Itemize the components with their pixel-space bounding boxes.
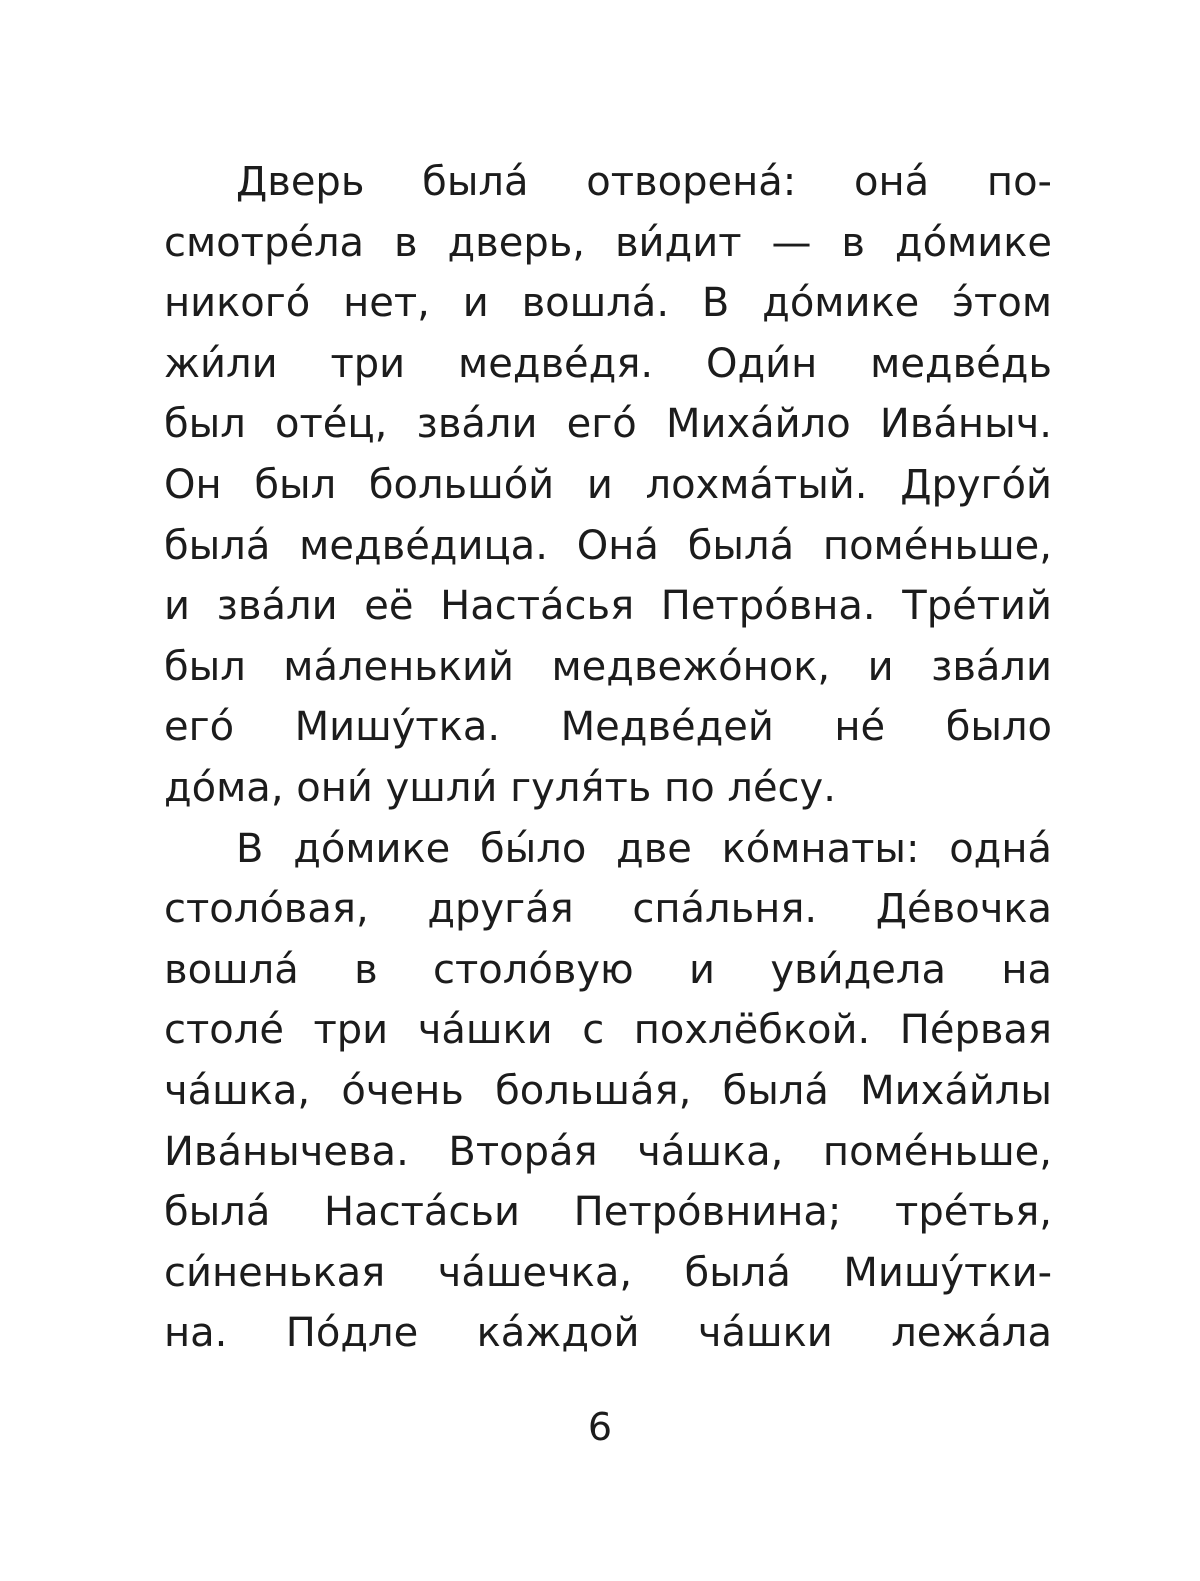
text-line: смотре́ла в дверь, ви́дит — в до́мике <box>164 219 1052 266</box>
text-line: си́ненькая ча́шечка, была́ Мишу́тки- <box>164 1249 1052 1296</box>
text-line: был ма́ленький медвежо́нок, и зва́ли <box>164 643 1052 690</box>
text-line: до́ма, они́ ушли́ гуля́ть по ле́су. <box>164 764 836 811</box>
page-number: 6 <box>587 1405 613 1449</box>
text-line: ча́шка, о́чень больша́я, была́ Миха́йлы <box>164 1067 1052 1114</box>
text-line: вошла́ в столо́вую и уви́дела на <box>164 946 1052 993</box>
body-text <box>164 152 1052 1364</box>
text-line: его́ Мишу́тка. Медве́дей не́ было <box>164 704 1052 751</box>
text-line: никого́ нет, и вошла́. В до́мике э́том <box>164 280 1052 327</box>
text-line: была́ медве́дица. Она́ была́ поме́ньше, <box>164 522 1052 569</box>
text-line: и зва́ли её Наста́сья Петро́вна. Тре́тий <box>164 583 1052 630</box>
text-line: Ива́нычева. Втора́я ча́шка, поме́ньше, <box>164 1128 1052 1175</box>
text-line: была́ Наста́сьи Петро́внина; тре́тья, <box>164 1189 1052 1236</box>
text-line: на. По́дле ка́ждой ча́шки лежа́ла <box>164 1310 1052 1357</box>
text-line: столо́вая, друга́я спа́льня. Де́вочка <box>164 886 1052 933</box>
text-line: Дверь была́ отворена́: она́ по- <box>236 159 1052 205</box>
text-line: В до́мике бы́ло две ко́мнаты: одна́ <box>236 825 1052 872</box>
text-line: Он был большо́й и лохма́тый. Друго́й <box>164 461 1052 508</box>
text-line: был оте́ц, зва́ли его́ Миха́йло Ива́ныч. <box>164 401 1052 448</box>
text-line: столе́ три ча́шки с похлёбкой. Пе́рвая <box>164 1007 1052 1054</box>
text-line: жи́ли три медве́дя. Оди́н медве́дь <box>164 340 1052 387</box>
paragraph-2 <box>164 819 1052 1364</box>
paragraph-1 <box>164 152 1052 819</box>
